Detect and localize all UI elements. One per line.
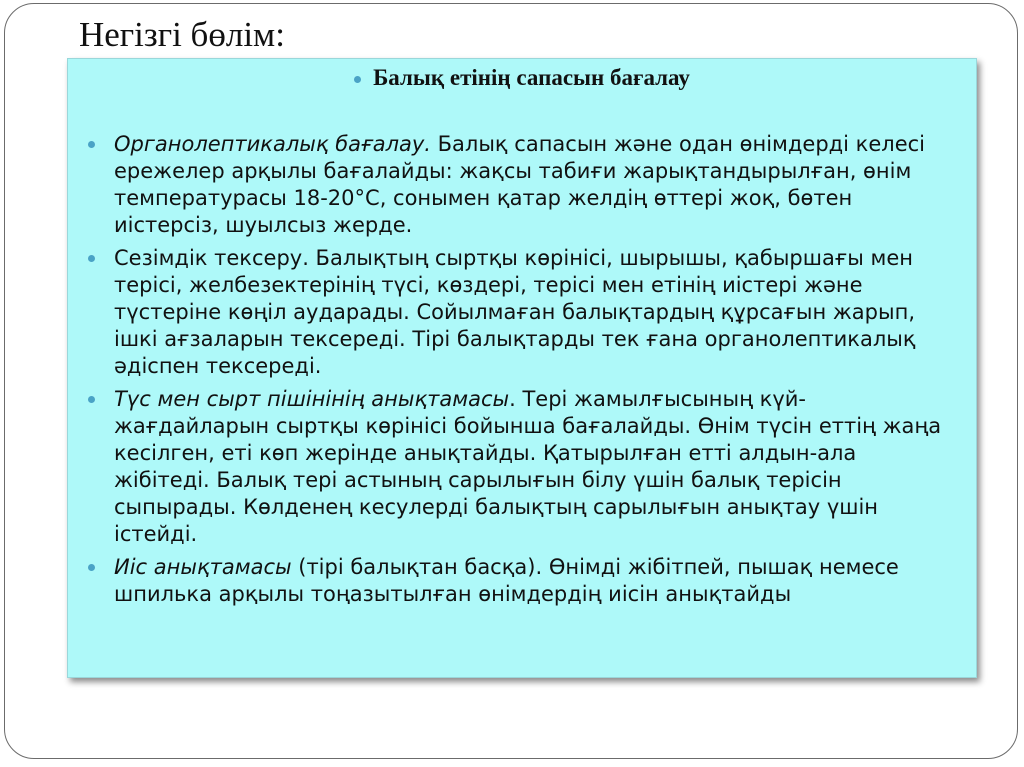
bullet-icon	[88, 255, 95, 262]
content-heading: Балық етінің сапасын бағалау	[373, 65, 690, 90]
slide-title: Негізгі бөлім:	[79, 15, 285, 54]
bullet-icon	[88, 396, 95, 403]
bullet-icon	[88, 141, 95, 148]
heading-row	[68, 65, 976, 91]
item-lead: Органолептикалық бағалау.	[114, 132, 431, 156]
content-box	[67, 58, 977, 678]
item-text: . Тері жамылғысының күй-жағдайларын сыртқы көрінісі бойынша бағалайды. Өнім түсін еттің жаңа кесілген, еті көп жерінде анықтайды. Қатырылған етті алдын-ала жібітеді. Балық тері астының сарылығын білу үшін балық терісін сыпырады. Көлденең кесулерді балықтың сарылығын анықтау үшін істейді.	[114, 387, 942, 546]
item-lead: Иіс анықтамасы	[114, 555, 292, 579]
item-lead: Түс мен сырт пішінінің анықтамасы	[114, 387, 510, 411]
bullet-icon	[354, 76, 361, 83]
slide	[4, 3, 1018, 759]
bullet-icon	[88, 564, 95, 571]
list-item	[86, 386, 956, 548]
list-item	[86, 245, 956, 380]
item-text: (тірі балықтан басқа). Өнімді жібітпей, пышақ немесе шпилька арқылы тоңазытылған өнімдердің иісін анықтайды	[114, 555, 899, 606]
list-item	[86, 131, 956, 239]
item-text: Балық сапасын және одан өнімдерді келесі ережелер арқылы бағалайды: жақсы табиғи жарықтандырылған, өнім температурасы 18-20°С, сонымен қатар желдің өттері жоқ, бөтен иістерсіз, шуылсыз жерде.	[114, 132, 926, 237]
bullet-list	[86, 131, 956, 614]
list-item	[86, 554, 956, 608]
item-text: Сезімдік тексеру. Балықтың сыртқы көрінісі, шырышы, қабыршағы мен терісі, желбезектерінің түсі, көздері, терісі мен етінің иістері және түстеріне көңіл аударады. Сойылмаған балықтардың құрсағын жарып, ішкі ағзаларын тексереді. Тірі балықтарды тек ғана органолептикалық әдіспен тексереді.	[114, 246, 916, 378]
